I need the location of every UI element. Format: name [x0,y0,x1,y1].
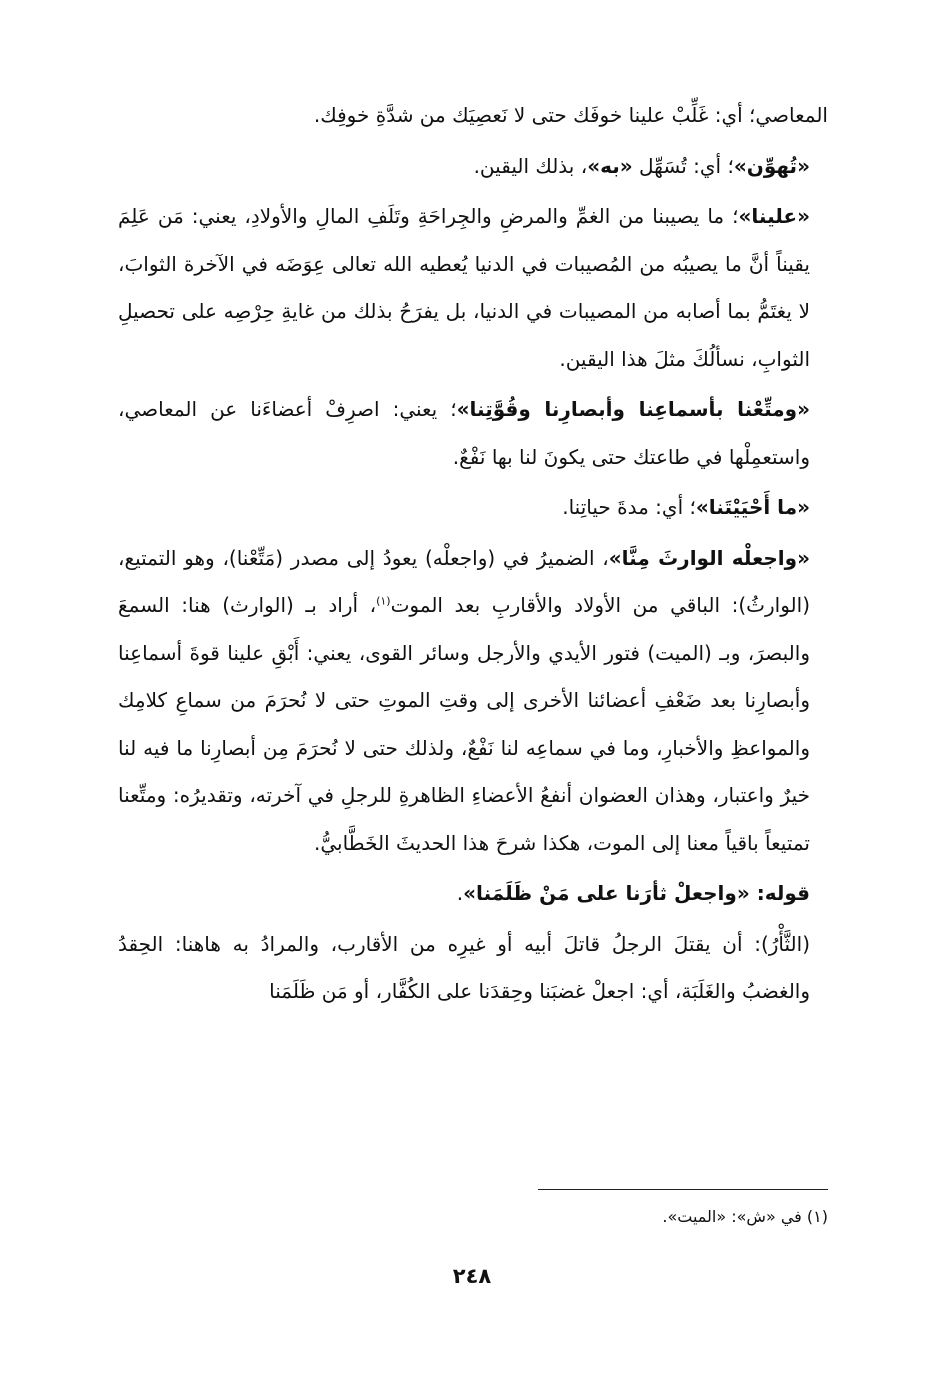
paragraph-3 [118,193,828,383]
paragraph-7 [118,870,828,918]
paragraph-2-rest: ، بذلك اليقين. [473,153,588,178]
term-waj-alhu: «واجعلْه الوارثَ مِنَّا» [608,545,811,570]
paragraph-8-text: (الثَّأْرُ): أن يقتلَ الرجلُ قاتلَ أبيه أو غيرِه من الأقارب، والمرادُ به هاهنا: الحِقدُ والغضبُ والغَلَبَة، أي: اجعلْ غضبَنا وحِقدَنا على الكُفَّار، أو مَن ظَلَمَنا [118,931,810,1003]
paragraph-1-text: المعاصي؛ أي: غَلِّبْ علينا خوفَك حتى لا نَعصِيَك من شدَّةِ خوفِك. [313,103,828,127]
footnote [662,1204,828,1230]
paragraph-4-rest: ؛ يعني: اصرِفْ أعضاءَنا عن المعاصي، واستعمِلْها في طاعتك حتى يكونَ لنا بها نَفْعٌ. [118,397,810,469]
term-wamattina: «ومتِّعْنا بأسماعِنا وأبصارِنا وقُوَّتِنا» [456,397,810,421]
main-text [118,92,828,1016]
term-alayna: «علينا» [738,204,810,228]
paragraph-6 [118,535,828,868]
footnote-marker: (١) [806,1207,828,1226]
term-waj-al-tharana: «واجعلْ ثأرَنا على مَنْ ظَلَمَنا» [463,881,750,905]
paragraph-6-part-a: ، الضميرُ في (واجعلْه) يعودُ إلى مصدر (مَتِّعْنا)، وهو التمتيع، (الوارثُ): الباقي من الأولاد والأقاربِ بعد الموت [118,545,811,617]
paragraph-5-rest: ؛ أي: مدةَ حياتِنا. [562,495,696,519]
paragraph-3-rest: ؛ ما يصيبنا من الغمِّ والمرضِ والجِراحَةِ وتَلَفِ المالِ والأولادِ، يعني: مَن عَلِمَ يقيناً أنَّ ما يصيبُه من المُصيبات في الدنيا يُعطيه الله تعالى عِوَضَه في الآخرة الثوابَ، لا يغتَمُّ بما أصابه من المصيبات في الدنيا، بل يفرَحُ بذلك من غايةِ حِرْصِه على تحصيلِ الثوابِ، نسألُكَ مثلَ هذا اليقين. [118,204,810,371]
footnote-reference[interactable]: (١) [376,594,391,608]
paragraph-2-mid: ؛ أي: تُسَهِّل [632,153,734,178]
paragraph-5 [118,484,828,532]
footnote-text: في «ش»: «الميت». [662,1207,802,1226]
paragraph-4 [118,386,828,481]
paragraph-7-end: . [456,881,464,905]
page-number: ٢٤٨ [452,1264,492,1288]
paragraph-1 [118,92,828,140]
footnote-separator [538,1189,828,1190]
term-ma-ahyaytana: «ما أَحْيَيْتَنا» [695,495,810,519]
paragraph-6-part-b: ، أراد بـ (الوارث) هنا: السمعَ والبصرَ، وبـ (الميت) فتور الأيدي والأرجل وسائر القوى، يعني: أَبْقِ علينا قوةَ أسماعِنا وأبصارِنا بعد ضَعْفِ أعضائنا الأخرى إلى وقتِ الموتِ حتى لا نُحرَمَ من سماعِ كلامِك والمواعظِ والأخبارِ، وما في سماعِه لنا نَفْعٌ، ولذلك حتى لا نُحرَمَ مِن أبصارِنا ما فيه لنا خيرٌ واعتبار، وهذان العضوان أنفعُ الأعضاءِ الظاهرةِ للرجلِ في آخرته، وتقديرُه: ومتِّعنا تمتيعاً باقياً معنا إلى الموت، هكذا شرحَ هذا الحديثَ الخَطَّابيُّ. [118,593,810,855]
qawluhu-label: قوله: [749,881,810,905]
term-bihi: «به» [587,153,633,178]
paragraph-2 [118,143,828,191]
term-tuhawwin: «تُهوِّن» [733,153,810,178]
paragraph-8 [118,921,828,1016]
